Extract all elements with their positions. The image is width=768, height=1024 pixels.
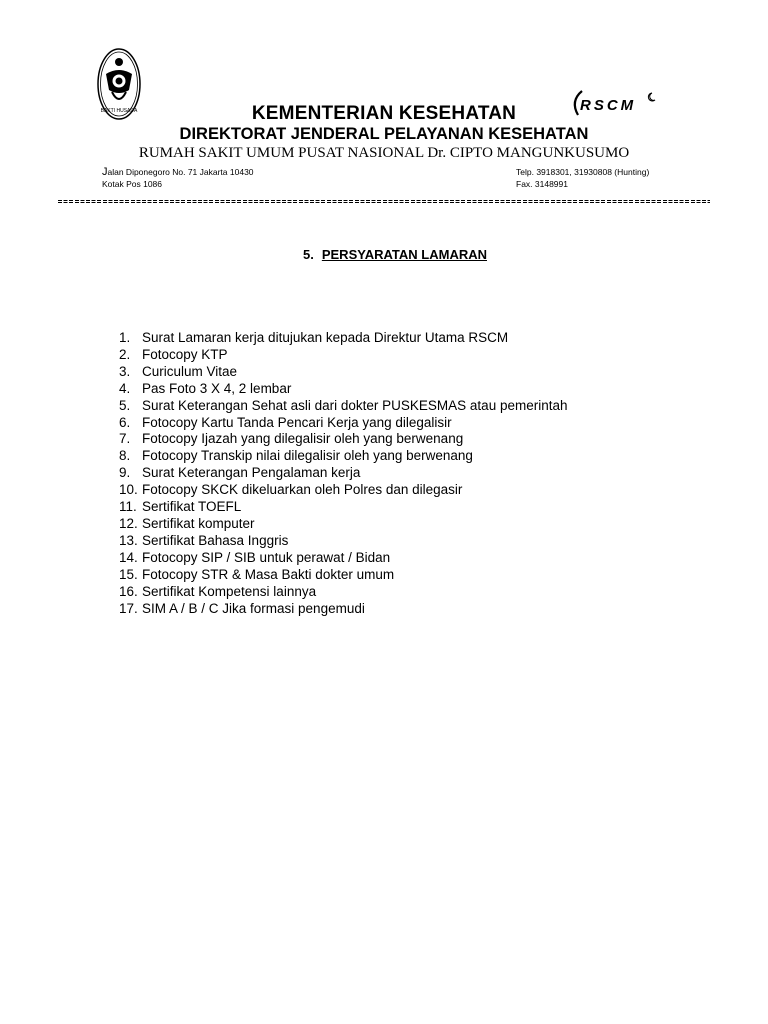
header-divider	[58, 199, 710, 204]
list-item: 17. SIM A / B / C Jika formasi pengemudi	[119, 600, 365, 616]
list-item: 11. Sertifikat TOEFL	[119, 499, 242, 515]
list-item: 16. Sertifikat Kompetensi lainnya	[119, 583, 317, 599]
street-address: Jalan Diponegoro No. 71 Jakarta 10430	[102, 166, 254, 178]
section-title: PERSYARATAN LAMARAN	[321, 247, 487, 262]
list-item: 13. Sertifikat Bahasa Inggris	[119, 532, 289, 548]
list-item: 3. Curiculum Vitae	[119, 363, 238, 379]
list-item: 10. Fotocopy SKCK dikeluarkan oleh Polres dan dilegasir	[119, 482, 463, 498]
list-item: 8. Fotocopy Transkip nilai dilegalisir oleh yang berwenang	[119, 448, 473, 464]
requirements-list	[119, 330, 568, 617]
section-number: 5.	[303, 247, 314, 262]
list-item: 4. Pas Foto 3 X 4, 2 lembar	[119, 380, 292, 396]
hospital-title: RUMAH SAKIT UMUM PUSAT NASIONAL Dr. CIPTO MANGUNKUSUMO	[138, 145, 630, 161]
list-item: 9. Surat Keterangan Pengalaman kerja	[119, 465, 361, 481]
fax-number: Fax. 3148991	[516, 179, 568, 189]
svg-text:RSCM: RSCM	[580, 97, 637, 114]
list-item: 1. Surat Lamaran kerja ditujukan kepada Direktur Utama RSCM	[119, 330, 509, 345]
phone-number: Telp. 3918301, 31930808 (Hunting)	[516, 167, 650, 177]
section-heading	[0, 247, 768, 262]
ministry-title: KEMENTERIAN KESEHATAN	[251, 103, 517, 124]
list-item: 12. Sertifikat komputer	[119, 515, 255, 531]
po-box: Kotak Pos 1086	[102, 179, 163, 189]
svg-text:BAKTI HUSADA: BAKTI HUSADA	[100, 108, 138, 114]
list-item: 2. Fotocopy KTP	[119, 346, 228, 362]
list-item: 5. Surat Keterangan Sehat asli dari dokter PUSKESMAS atau pemerintah	[119, 397, 568, 413]
directorate-title: DIREKTORAT JENDERAL PELAYANAN KESEHATAN	[179, 125, 589, 143]
list-item: 14. Fotocopy SIP / SIB untuk perawat / Bidan	[119, 549, 391, 565]
list-item: 6. Fotocopy Kartu Tanda Pencari Kerja yang dilegalisir	[119, 414, 452, 430]
list-item: 15. Fotocopy STR & Masa Bakti dokter umum	[119, 566, 395, 582]
list-item: 7. Fotocopy Ijazah yang dilegalisir oleh yang berwenang	[119, 431, 464, 447]
address-right	[516, 166, 649, 190]
address-left	[102, 166, 254, 190]
